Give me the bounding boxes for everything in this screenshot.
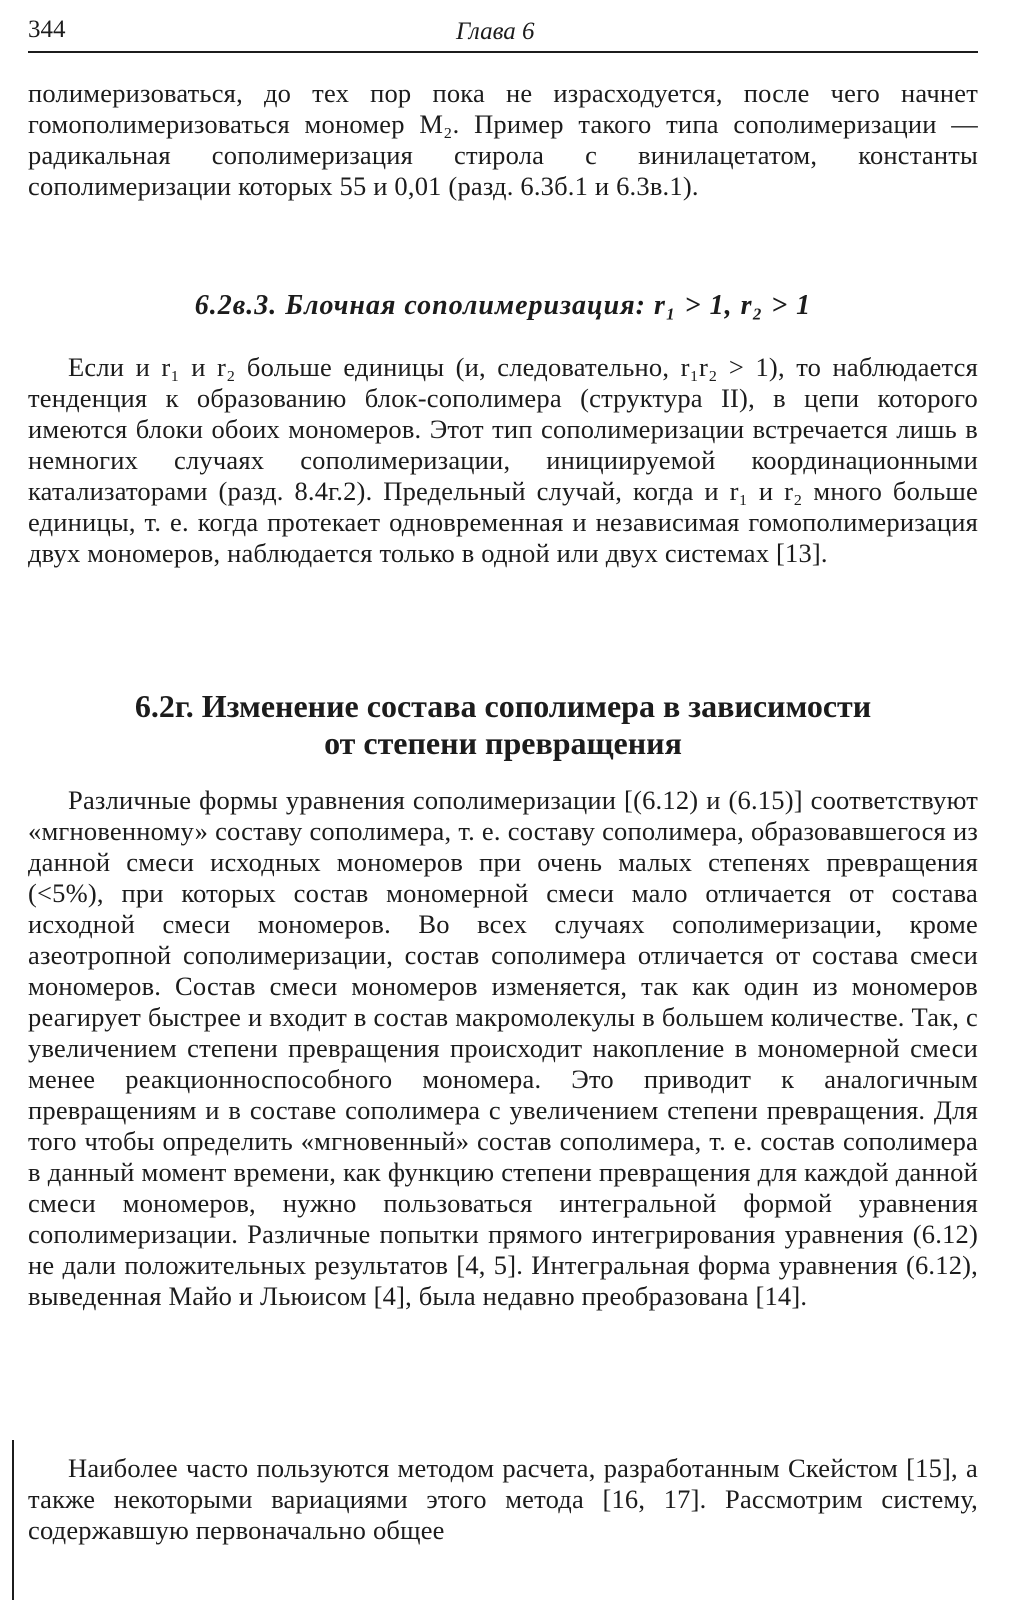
paragraph-text: полимеризоваться, до тех пор пока не израсходуется, после чего начнет гомополимеризоваться мономер M₂. Пример такого типа сополимеризации — радикальная сополимеризация стирола с винилацетатом, константы сополимеризации которых 55 и 0,01 (разд. 6.3б.1 и 6.3в.1). [28, 78, 978, 201]
paragraph-text: Наиболее часто пользуются методом расчета, разработанным Скейстом [15], а также некоторыми вариациями этого метода [16, 17]. Рассмотрим систему, содержавшую первоначально общее [28, 1453, 978, 1545]
page-header [28, 12, 978, 52]
header-rule [28, 51, 978, 53]
section-heading-line: 6.2г. Изменение состава сополимера в зависимости [134, 688, 872, 724]
page-number: 344 [28, 16, 66, 43]
section-heading-line: от степени превращения [324, 725, 682, 761]
paragraph-text: Различные формы уравнения сополимеризации [(6.12) и (6.15)] соответствуют «мгновенному» составу сополимера, т. е. составу сополимера, образовавшегося из данной смеси исходных мономеров при очень малых степенях превращения (<5%), при которых состав мономерной смеси мало отличается от состава исходной смеси мономеров. Во всех случаях сополимеризации, кроме азеотропной сополимеризации, состав сополимера отличается от состава смеси мономеров. Состав смеси мономеров изменяется, так как один из мономеров реагирует быстрее и входит в состав макромолекулы в большем количестве. Так, с увеличением степени превращения происходит накопление в мономерной смеси менее реакционноспособного мономера. Это приводит к аналогичным превращениям и в составе сополимера с увеличением степени превращения. Для того чтобы определить «мгновенный» состав сополимера, т. е. состав сополимера в данный момент времени, как функцию степени превращения для каждой данной смеси мономеров, нужно пользоваться интегральной формой уравнения сополимеризации. Различные попытки прямого интегрирования уравнения (6.12) не дали положительных результатов [4, 5]. Интегральная форма уравнения (6.12), выведенная Майо и Льюисом [4], была недавно преобразована [14]. [28, 785, 978, 1311]
subsection-heading: 6.2в.3. Блочная сополимеризация: r₁ > 1, r₂ > 1 [194, 290, 812, 321]
paragraph-composition [28, 785, 978, 1312]
margin-bar [12, 1440, 14, 1600]
section-heading [28, 688, 978, 762]
paragraph-text: Если и r₁ и r₂ больше единицы (и, следовательно, r₁r₂ > 1), то наблюдается тенденция к образованию блок-сополимера (структура II), в цепи которого имеются блоки обоих мономеров. Этот тип сополимеризации встречается лишь в немногих случаях сополимеризации, инициируемой координационными катализаторами (разд. 8.4г.2). Предельный случай, когда и r₁ и r₂ много больше единицы, т. е. когда протекает одновременная и независимая гомополимеризация двух мономеров, наблюдается только в одной или двух системах [13]. [28, 352, 978, 568]
paragraph-calculation [28, 1453, 978, 1546]
paragraph-block-copolymerization [28, 352, 978, 569]
running-head: Глава 6 [456, 18, 535, 45]
paragraph-continuation [28, 78, 978, 202]
